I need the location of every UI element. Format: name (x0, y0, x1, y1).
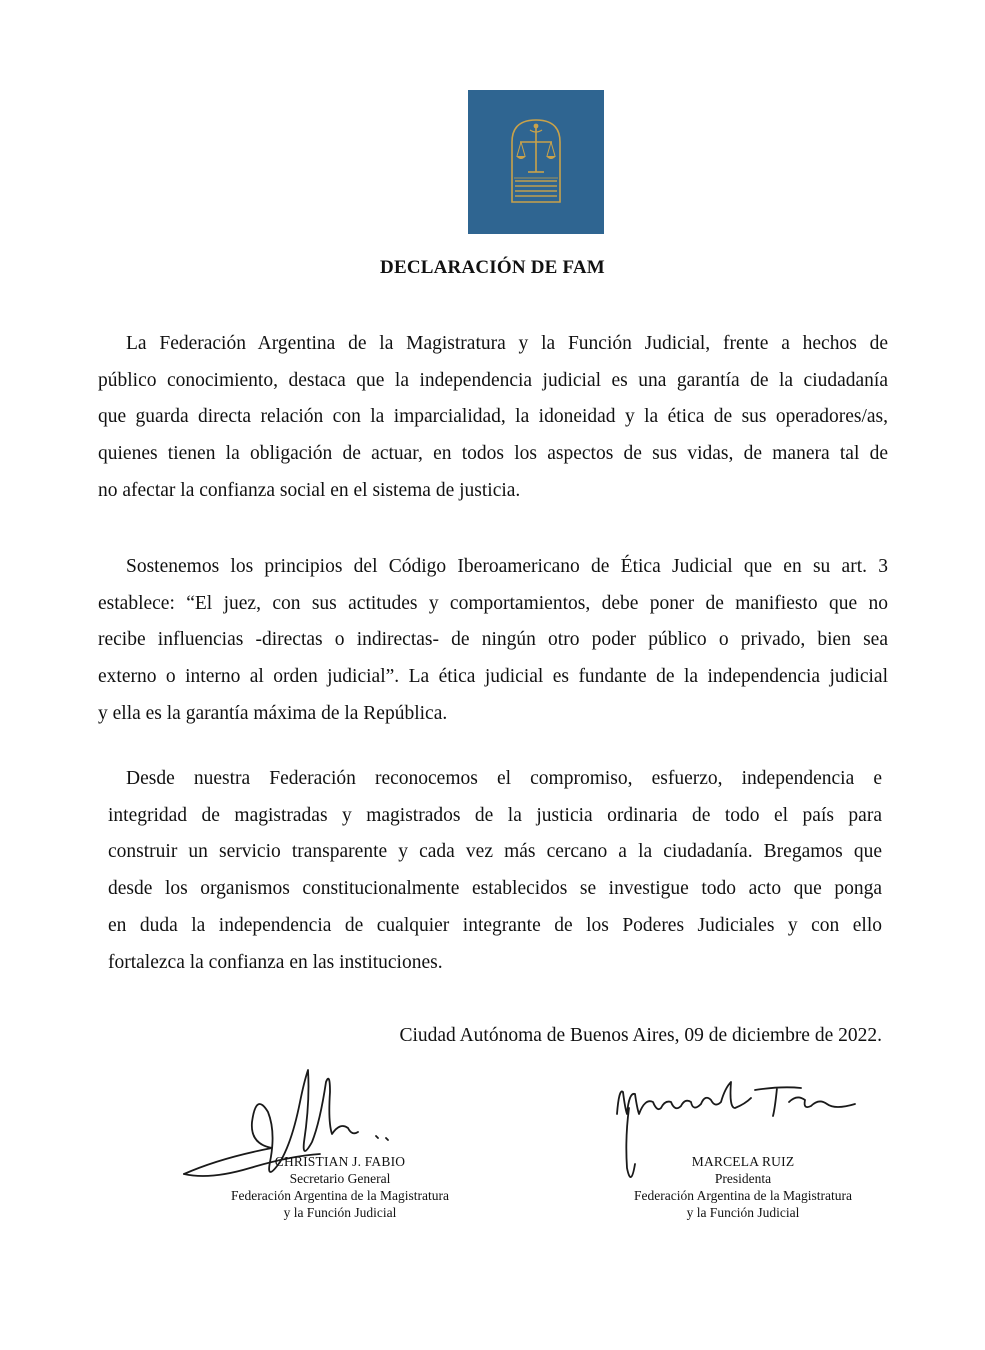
signatory-role: Presidenta (714, 1171, 772, 1186)
paragraph-1 (98, 326, 888, 510)
date-line: Ciudad Autónoma de Buenos Aires, 09 de diciembre de 2022. (399, 1025, 882, 1046)
paragraph-line: recibe influencias -directas o indirectas- de ningún otro poder público o privado, bien sea (98, 629, 888, 651)
paragraph-line: Desde nuestra Federación reconocemos el compromiso, esfuerzo, independencia e (126, 768, 882, 789)
fam-logo (468, 90, 604, 234)
paragraph-line: establece: “El juez, con sus actitudes y comportamientos, debe poner de manifiesto que no (98, 592, 888, 614)
paragraph-line: y ella es la garantía máxima de la República. (98, 702, 448, 724)
paragraph-line: construir un servicio transparente y cada vez más cercano a la ciudadanía. Bregamos que (108, 841, 882, 863)
signatory-name: CHRISTIAN J. FABIO (274, 1154, 406, 1169)
paragraph-line: que guarda directa relación con la imparcialidad, la idoneidad y la ética de sus operadores/as, (98, 406, 888, 428)
signatory-name: MARCELA RUIZ (691, 1154, 795, 1169)
signatory-org: y la Función Judicial (686, 1205, 800, 1220)
paragraph-line: quienes tienen la obligación de actuar, en todos los aspectos de sus vidas, de manera tal de (98, 443, 888, 465)
signatory-block-left (205, 1153, 475, 1221)
paragraph-line: desde los organismos constitucionalmente establecidos se investigue todo acto que ponga (108, 878, 882, 900)
signatory-block-right (608, 1153, 878, 1221)
paragraph-line: externo o interno al orden judicial”. La ética judicial es fundante de la independencia judicial (98, 666, 888, 688)
paragraph-line: Sostenemos los principios del Código Iberoamericano de Ética Judicial que en su art. 3 (126, 556, 888, 577)
paragraph-line: en duda la independencia de cualquier integrante de los Poderes Judiciales y con ello (108, 914, 882, 936)
signatory-org: Federación Argentina de la Magistratura (634, 1188, 852, 1203)
scales-of-justice-icon (468, 90, 604, 234)
paragraph-line: público conocimiento, destaca que la independencia judicial es una garantía de la ciudadanía (98, 369, 888, 391)
paragraph-line: fortalezca la confianza en las instituciones. (108, 951, 443, 973)
signatory-org: Federación Argentina de la Magistratura (231, 1188, 449, 1203)
signatory-org: y la Función Judicial (283, 1205, 397, 1220)
paragraph-2 (98, 549, 888, 733)
signatory-role: Secretario General (289, 1171, 391, 1186)
paragraph-line: integridad de magistradas y magistrados de la justicia ordinaria de todo el país para (108, 804, 882, 826)
paragraph-line: no afectar la confianza social en el sistema de justicia. (98, 479, 521, 501)
paragraph-line: La Federación Argentina de la Magistratura y la Función Judicial, frente a hechos de (126, 333, 888, 354)
page-title: DECLARACIÓN DE FAM (380, 257, 605, 278)
paragraph-3 (108, 761, 882, 981)
